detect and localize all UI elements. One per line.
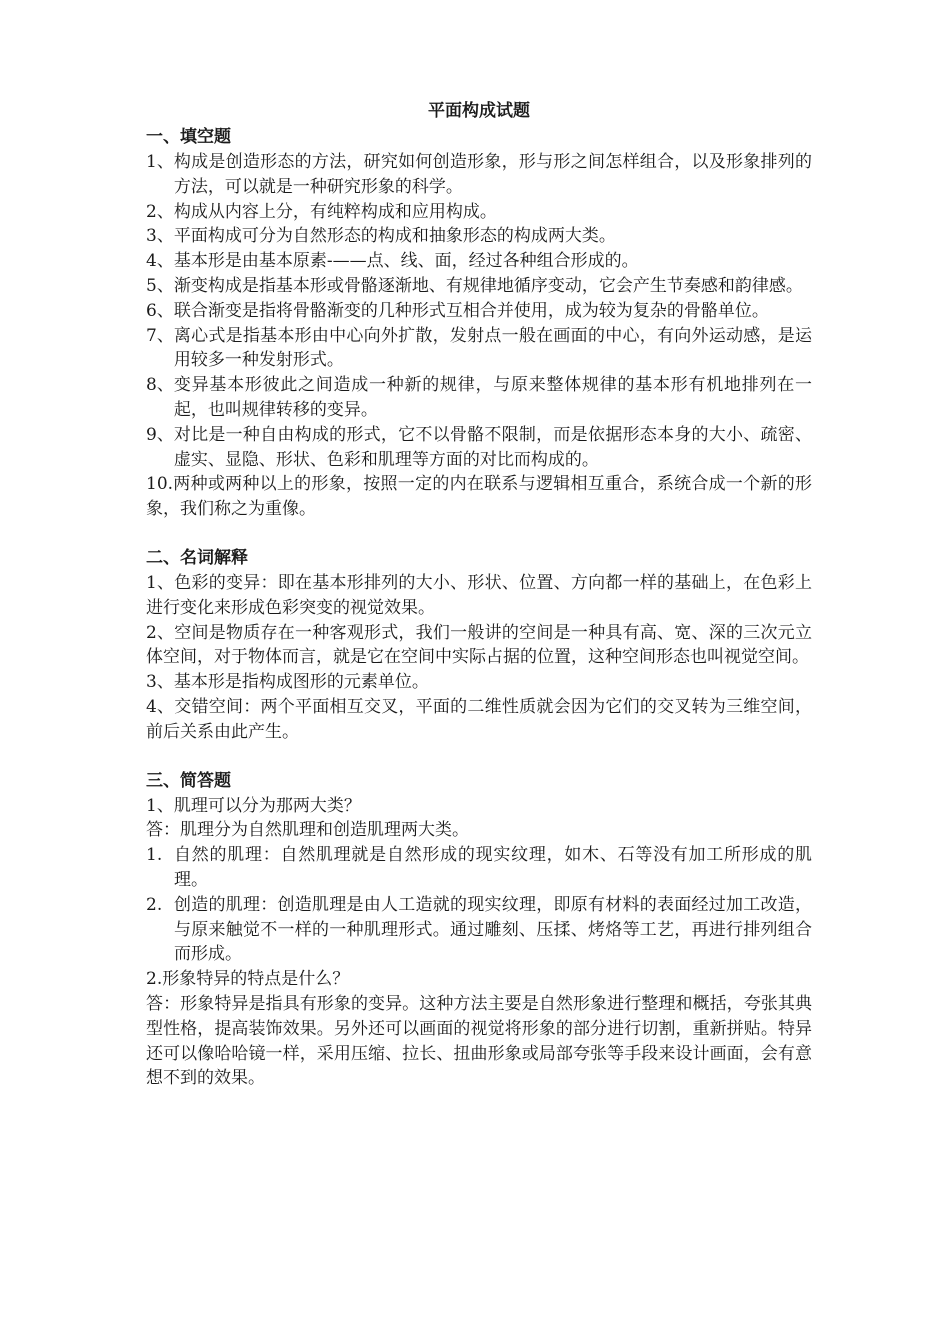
- item-number: 8、: [146, 375, 174, 396]
- term-definition: 4、交错空间：两个平面相互交叉，平面的二维性质就会因为它们的交叉转为三维空间，前后关系由此产生。: [146, 696, 812, 742]
- section-heading-fill-blank: 一、填空题: [146, 127, 231, 147]
- answer-2: 答：形象特异是指具有形象的变异。这种方法主要是自然形象进行整理和概括，夸张其典型性格，提高装饰效果。另外还可以画面的视觉将形象的部分进行切割，重新拼贴。特异还可以像哈哈镜一样，采用压缩、拉长、扭曲形象或局部夸张等手段来设计画面，会有意想不到的效果。: [146, 993, 812, 1089]
- item-text: 渐变构成是指基本形或骨骼逐渐地、有规律地循序变动，它会产生节奏感和韵律感。: [173, 275, 803, 296]
- item-text: 对比是一种自由构成的形式，它不以骨骼不限制，而是依据形态本身的大小、疏密、虚实、显隐、形状、色彩和肌理等方面的对比而构成的。: [173, 424, 812, 470]
- term-definition: 3、基本形是指构成图形的元素单位。: [146, 672, 429, 693]
- document-page: [146, 98, 812, 1091]
- question-1: 1、肌理可以分为那两大类？: [146, 795, 361, 816]
- answer-sub-item: [146, 843, 812, 893]
- list-item: [146, 299, 812, 324]
- sub-item-text: 创造的肌理：创造肌理是由人工造就的现实纹理，即原有材料的表面经过加工改造，与原来触觉不一样的一种肌理形式。通过雕刻、压揉、烤烙等工艺，再进行排列组合而形成。: [174, 894, 812, 965]
- item-number: 2、: [146, 201, 174, 222]
- answer-1: 答：肌理分为自然肌理和创造肌理两大类。: [146, 820, 469, 841]
- item-number: 6、: [146, 300, 174, 321]
- item-text: 构成是创造形态的方法，研究如何创造形象，形与形之间怎样组合，以及形象排列的方法，可以就是一种研究形象的科学。: [173, 152, 812, 197]
- section-heading-short-answer: 三、简答题: [146, 770, 231, 791]
- question-2: 2.形象特异的特点是什么？: [146, 969, 350, 990]
- list-item: [146, 423, 812, 473]
- sub-item-text: 自然的肌理：自然肌理就是自然形成的现实纹理，如木、石等没有加工所形成的肌理。: [174, 845, 812, 890]
- item-text: 联合渐变是指将骨骼渐变的几种形式互相合并使用，成为较为复杂的骨骼单位。: [173, 300, 769, 321]
- item-text: 基本形是由基本原素-——点、线、面，经过各种组合形成的。: [173, 251, 639, 272]
- item-text: 离心式是指基本形由中心向外扩散，发射点一般在画面的中心，有向外运动感，是运用较多一种发射形式。: [173, 325, 812, 371]
- item-text: 构成从内容上分，有纯粹构成和应用构成。: [173, 201, 497, 222]
- item-number: 1、: [146, 152, 174, 172]
- section-spacer: [146, 522, 812, 546]
- list-item-10: 10.两种或两种以上的形象，按照一定的内在联系与逻辑相互重合，系统合成一个新的形象，我们称之为重像。: [146, 474, 812, 520]
- list-item: [146, 324, 812, 374]
- document-title: 平面构成试题: [428, 101, 530, 121]
- item-number: 9、: [146, 424, 174, 445]
- list-item: [146, 373, 812, 423]
- list-item: [146, 224, 812, 249]
- section-heading-terms: 二、名词解释: [146, 547, 248, 568]
- term-definition: 1、色彩的变异：即在基本形排列的大小、形状、位置、方向都一样的基础上，在色彩上进行变化来形成色彩突变的视觉效果。: [146, 572, 812, 618]
- item-number: 4、: [146, 251, 174, 272]
- section-spacer: [146, 745, 812, 769]
- list-item: [146, 200, 812, 225]
- list-item: [146, 249, 812, 274]
- list-item: [146, 274, 812, 299]
- item-number: 7、: [146, 325, 174, 346]
- item-number: 5、: [146, 275, 174, 296]
- item-text: 变异基本形彼此之间造成一种新的规律，与原来整体规律的基本形有机地排列在一起，也叫规律转移的变异。: [173, 375, 812, 420]
- sub-item-number: 2.: [146, 894, 163, 915]
- term-definition: 2、空间是物质存在一种客观形式，我们一般讲的空间是一种具有高、宽、深的三次元立体空间，对于物体而言，就是它在空间中实际占据的位置，这种空间形态也叫视觉空间。: [146, 622, 812, 668]
- list-item: [146, 150, 812, 200]
- item-text: 平面构成可分为自然形态的构成和抽象形态的构成两大类。: [173, 226, 616, 247]
- answer-sub-item: [146, 893, 812, 967]
- item-number: 3、: [146, 226, 174, 247]
- sub-item-number: 1.: [146, 845, 163, 866]
